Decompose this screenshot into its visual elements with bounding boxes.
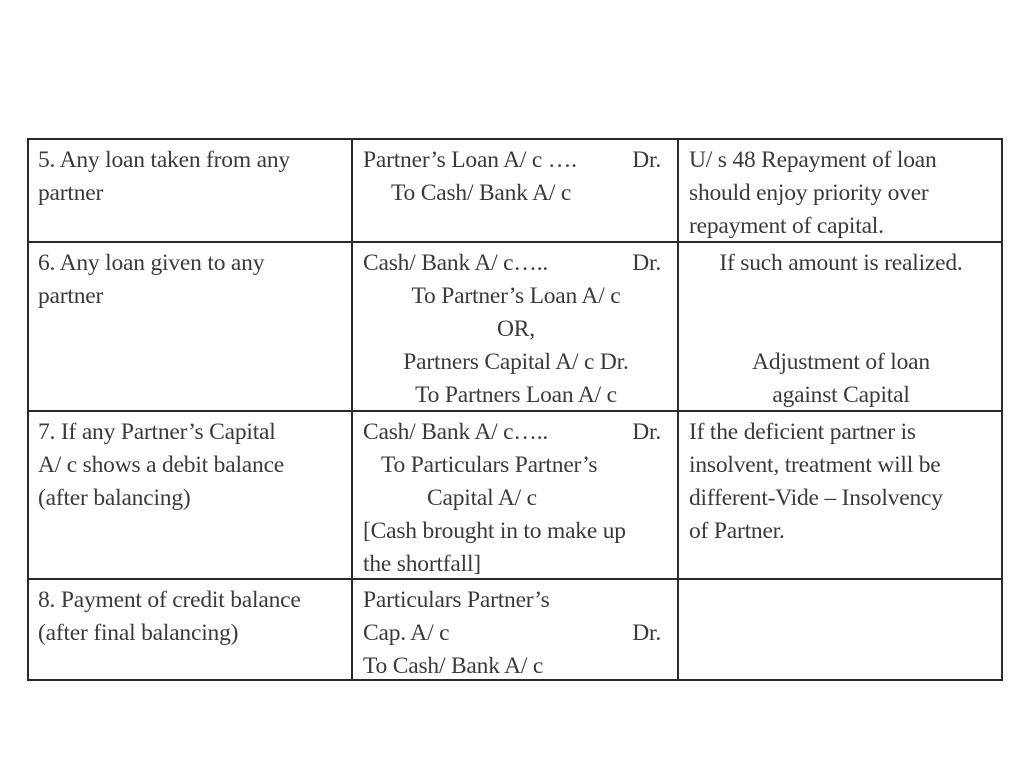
- transaction-cell: [29, 580, 353, 681]
- table-row-7: [29, 412, 1001, 580]
- cell-text: insolvent, treatment will be: [689, 452, 941, 478]
- cell-text: (after balancing): [38, 485, 191, 511]
- debit-line: [363, 247, 669, 280]
- debit-account-cont: Cap. A/ c: [363, 620, 450, 646]
- debit-account: Cash/ Bank A/ c…..: [363, 250, 549, 276]
- debit-account: Particulars Partner’s: [363, 587, 550, 613]
- remarks-cell: [679, 140, 1001, 241]
- cell-text: different-Vide – Insolvency: [689, 485, 943, 511]
- cell-text: 8. Payment of credit balance: [38, 587, 301, 613]
- alt-debit-account: Partners Capital A/ c Dr.: [403, 349, 629, 375]
- cell-text: (after final balancing): [38, 620, 239, 646]
- transaction-cell: [29, 243, 353, 410]
- cell-text: Adjustment of loan: [752, 349, 930, 375]
- table-row-5: [29, 140, 1001, 243]
- transaction-cell: [29, 412, 353, 578]
- spacer: [689, 280, 993, 346]
- credit-account-cont: Capital A/ c: [427, 485, 537, 511]
- cell-text: partner: [38, 283, 104, 309]
- table-row-6: [29, 243, 1001, 412]
- cell-text: U/ s 48 Repayment of loan: [689, 147, 937, 173]
- cell-text: against Capital: [772, 382, 910, 408]
- journal-entry-cell: [353, 140, 679, 241]
- cell-text: 5. Any loan taken from any: [38, 147, 290, 173]
- cell-text: A/ c shows a debit balance: [38, 452, 285, 478]
- journal-entry-cell: [353, 580, 679, 681]
- journal-entry-cell: [353, 412, 679, 578]
- or-label: OR,: [497, 316, 535, 342]
- credit-account: To Partner’s Loan A/ c: [411, 283, 621, 309]
- dr-label: Dr.: [632, 620, 661, 646]
- remarks-cell: [679, 580, 1001, 681]
- dr-label: Dr.: [632, 250, 661, 276]
- journal-entry-cell: [353, 243, 679, 410]
- debit-line: [363, 144, 669, 177]
- cell-text: partner: [38, 180, 104, 206]
- accounting-treatment-table: [27, 138, 1003, 681]
- cell-text: repayment of capital.: [689, 213, 884, 239]
- debit-line: [363, 416, 669, 449]
- credit-account: To Cash/ Bank A/ c: [391, 180, 572, 206]
- transaction-cell: [29, 140, 353, 241]
- dr-label: Dr.: [632, 147, 661, 173]
- remarks-cell: [679, 243, 1001, 410]
- cell-text: 7. If any Partner’s Capital: [38, 419, 276, 445]
- alt-credit-account: To Partners Loan A/ c: [415, 382, 617, 408]
- credit-account: To Cash/ Bank A/ c: [363, 653, 544, 679]
- dr-label: Dr.: [632, 419, 661, 445]
- debit-account: Cash/ Bank A/ c…..: [363, 419, 549, 445]
- debit-account: Partner’s Loan A/ c ….: [363, 147, 577, 173]
- remarks-cell: [679, 412, 1001, 578]
- cell-text: If such amount is realized.: [719, 250, 963, 276]
- cell-text: 6. Any loan given to any: [38, 250, 265, 276]
- credit-account: To Particulars Partner’s: [381, 452, 598, 478]
- cell-text: should enjoy priority over: [689, 180, 929, 206]
- cell-text: of Partner.: [689, 518, 785, 544]
- debit-line: [363, 617, 669, 650]
- cell-text: If the deficient partner is: [689, 419, 916, 445]
- table-row-8: [29, 580, 1001, 681]
- narration: [Cash brought in to make up: [363, 518, 626, 544]
- narration-cont: the shortfall]: [363, 551, 481, 577]
